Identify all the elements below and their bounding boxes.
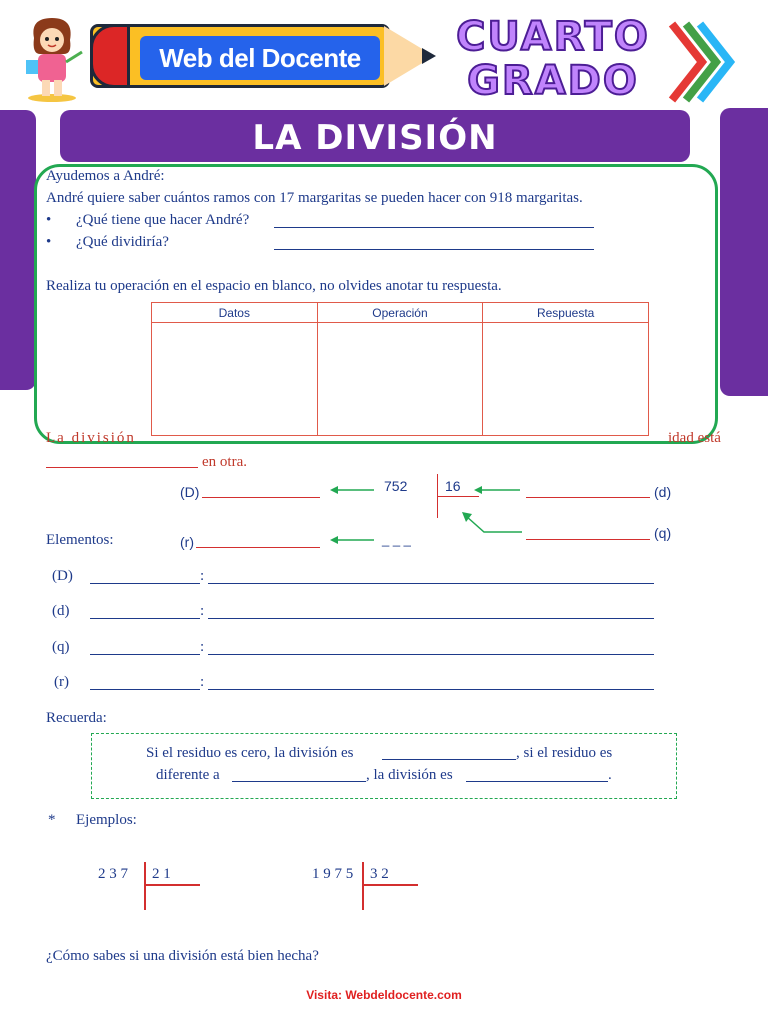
element-D-name-blank[interactable] [90, 570, 200, 584]
recuerda-line1-a: Si el residuo es cero, la división es [146, 745, 354, 761]
question-2: ¿Qué dividiría? [76, 234, 169, 250]
table-header-operacion: Operación [317, 303, 483, 323]
footer-link[interactable]: Visita: Webdeldocente.com [306, 988, 462, 1002]
recuerda-line1-b: , si el residuo es [516, 745, 613, 761]
table-header-datos: Datos [152, 303, 318, 323]
side-bar-left [0, 110, 36, 390]
example-2-bracket-horizontal [362, 884, 418, 886]
ejemplos-title: Ejemplos: [76, 812, 137, 828]
element-colon-r: : [200, 674, 205, 690]
element-q-name-blank[interactable] [90, 641, 200, 655]
recuerda-line2-a: diferente a [156, 767, 220, 783]
chevron-arrows-icon [668, 20, 738, 104]
problem-intro: Ayudemos a André: [46, 168, 165, 184]
element-colon-q: : [200, 639, 205, 655]
remainder-label: (r) [180, 534, 194, 550]
pencil-logo-lead [422, 48, 436, 64]
problem-statement: André quiere saber cuántos ramos con 17 margaritas se pueden hacer con 918 margaritas. [46, 190, 583, 206]
dividend-blank[interactable] [202, 484, 320, 498]
divisor-label: (d) [654, 484, 672, 500]
respuesta-cell[interactable] [483, 323, 649, 436]
arrow-left-icon [330, 484, 374, 496]
example-2-bracket-vertical [362, 862, 364, 910]
example-2-dividend: 1 9 7 5 [312, 866, 354, 882]
work-table [151, 302, 649, 436]
grade-line-1: CUARTO [456, 14, 650, 60]
dividend-label: (D) [180, 484, 200, 500]
element-d-desc-blank[interactable] [208, 605, 654, 619]
recuerda-blank-3[interactable] [466, 768, 608, 782]
recuerda-blank-2[interactable] [232, 768, 366, 782]
quotient-label: (q) [654, 525, 672, 541]
answer-line-2[interactable] [274, 236, 594, 250]
instruction: Realiza tu operación en el espacio en blanco, no olvides anotar tu respuesta. [46, 278, 502, 294]
grade-badge [438, 14, 668, 104]
quotient-blank[interactable] [526, 526, 650, 540]
site-logo-text: Web del Docente [140, 36, 380, 80]
bullet-2: • [46, 234, 52, 250]
side-bar-right [720, 108, 768, 396]
element-label-D: (D) [52, 568, 73, 584]
final-question: ¿Cómo sabes si una división está bien hecha? [46, 948, 319, 964]
element-label-r: (r) [54, 674, 69, 690]
definition-end: idad está [668, 430, 721, 446]
example-1-bracket-vertical [144, 862, 146, 910]
operacion-cell[interactable] [317, 323, 483, 436]
division-bracket-horizontal [437, 496, 479, 497]
element-q-desc-blank[interactable] [208, 641, 654, 655]
page-title: LA DIVISIÓN [60, 110, 690, 162]
arrow-left-icon-2 [474, 484, 520, 496]
example-1-dividend: 2 3 7 [98, 866, 128, 882]
question-1: ¿Qué tiene que hacer André? [76, 212, 250, 228]
arrow-up-left-icon [460, 510, 524, 536]
teacher-illustration [20, 14, 84, 102]
example-2-divisor: 3 2 [370, 866, 389, 882]
element-colon-D: : [200, 568, 205, 584]
datos-cell[interactable] [152, 323, 318, 436]
answer-line-1[interactable] [274, 214, 594, 228]
remainder-blank[interactable] [196, 534, 320, 548]
element-r-name-blank[interactable] [90, 676, 200, 690]
remainder-dashes: _ _ _ [382, 532, 411, 547]
recuerda-blank-1[interactable] [382, 746, 516, 760]
element-label-d: (d) [52, 603, 70, 619]
grade-line-2: GRADO [467, 58, 639, 104]
recuerda-line2-b: , la división es [366, 767, 453, 783]
element-r-desc-blank[interactable] [208, 676, 654, 690]
table-header-respuesta: Respuesta [483, 303, 649, 323]
elementos-title: Elementos: [46, 532, 114, 548]
element-d-name-blank[interactable] [90, 605, 200, 619]
arrow-left-icon-3 [330, 534, 374, 546]
bullet-1: • [46, 212, 52, 228]
definition-blank[interactable] [46, 454, 198, 468]
example-1-bracket-horizontal [144, 884, 200, 886]
definition-start: La división [46, 430, 136, 446]
recuerda-title: Recuerda: [46, 710, 107, 726]
divisor-value: 16 [445, 478, 461, 494]
dividend-value: 752 [384, 478, 408, 494]
element-D-desc-blank[interactable] [208, 570, 654, 584]
element-colon-d: : [200, 603, 205, 619]
example-1-divisor: 2 1 [152, 866, 171, 882]
ejemplos-bullet: * [48, 812, 56, 828]
recuerda-line2-c: . [608, 767, 612, 783]
definition-tail: en otra. [202, 454, 247, 470]
pencil-logo-eraser [90, 24, 130, 88]
divisor-blank[interactable] [526, 484, 650, 498]
element-label-q: (q) [52, 639, 70, 655]
